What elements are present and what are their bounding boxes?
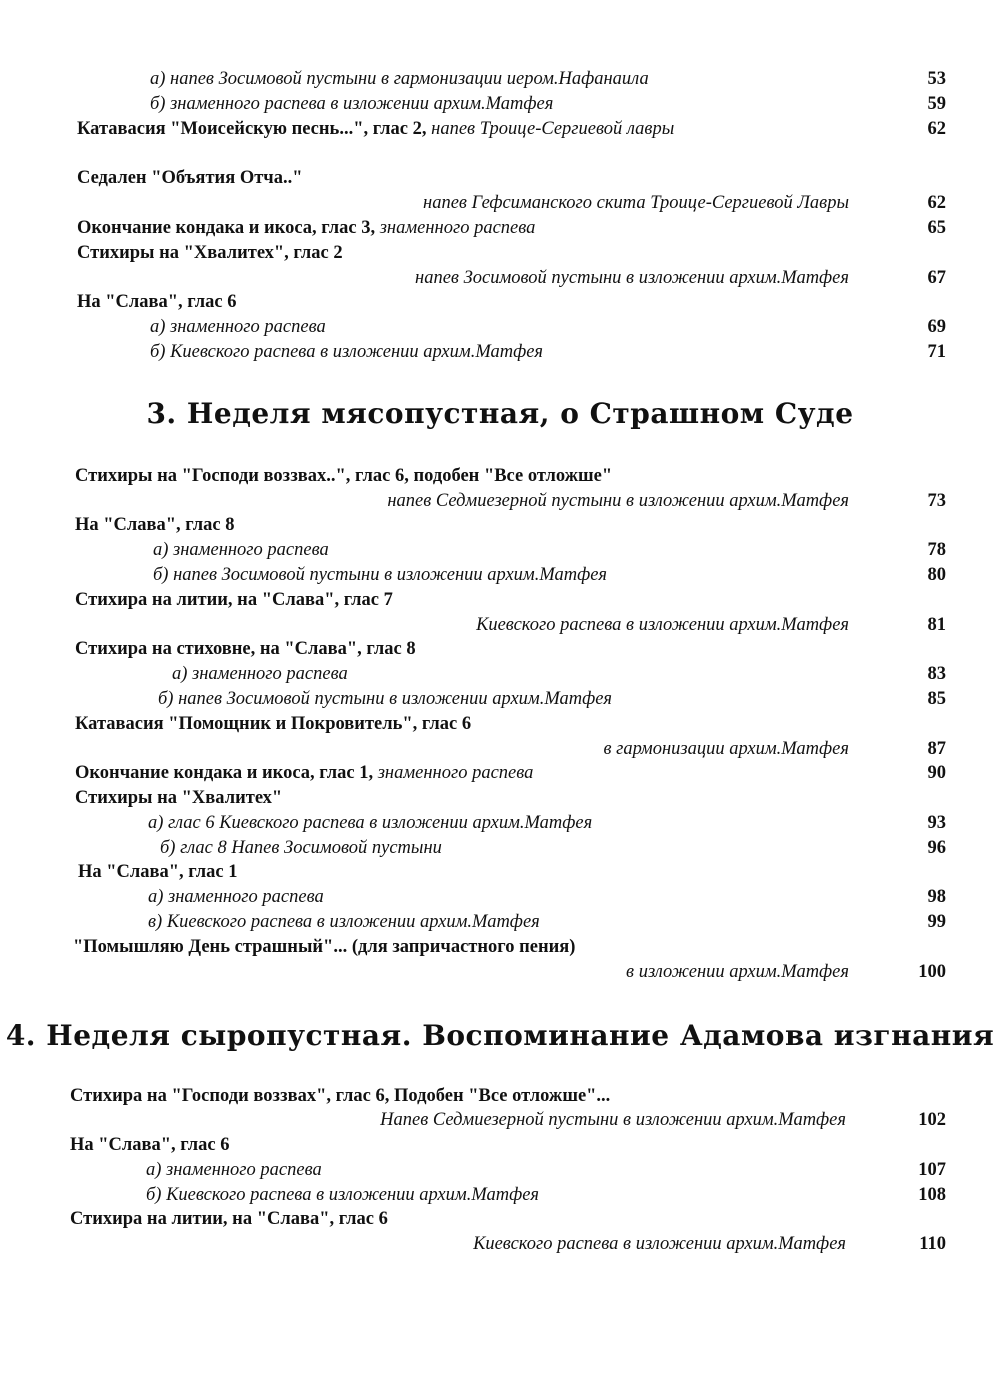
entry-title: в изложении архим.Матфея <box>626 962 849 982</box>
page-number: 67 <box>927 268 946 288</box>
toc-entry[interactable] <box>0 266 1000 290</box>
page-number: 108 <box>918 1185 946 1205</box>
entry-title: Стихира на литии, на "Слава", глас 7 <box>75 590 393 610</box>
toc-group-heading <box>0 1084 1000 1108</box>
toc-group-heading <box>0 935 1000 959</box>
entry-title: Стихиры на "Хвалитех", глас 2 <box>77 243 343 263</box>
toc-entry[interactable] <box>0 1108 1000 1132</box>
page-number: 78 <box>927 540 946 560</box>
page-number: 98 <box>927 887 946 907</box>
entry-title-italic: напев Троице-Сергиевой лавры <box>431 119 675 139</box>
entry-title: а) напев Зосимовой пустыни в гармонизации иером.Нафанаила <box>150 69 649 89</box>
page-number: 93 <box>927 813 946 833</box>
page-number: 96 <box>927 838 946 858</box>
page-number: 87 <box>927 739 946 759</box>
toc-group-heading <box>0 513 1000 537</box>
entry-title: На "Слава", глас 1 <box>78 862 238 882</box>
toc-group-heading <box>0 1133 1000 1157</box>
toc-entry[interactable] <box>0 315 1000 339</box>
toc-entry[interactable] <box>0 340 1000 364</box>
entry-title: б) знаменного распева в изложении архим.Матфея <box>150 94 554 114</box>
entry-title: в) Киевского распева в изложении архим.Матфея <box>148 912 540 932</box>
toc-group-heading <box>0 464 1000 488</box>
entry-title: Киевского распева в изложении архим.Матфея <box>473 1234 846 1254</box>
toc-entry[interactable] <box>0 1158 1000 1182</box>
toc-group-heading <box>0 786 1000 810</box>
entry-title: в гармонизации архим.Матфея <box>603 739 849 759</box>
entry-title: а) знаменного распева <box>172 664 348 684</box>
entry-title: напев Седмиезерной пустыни в изложении архим.Матфея <box>387 491 849 511</box>
toc-entry[interactable] <box>0 67 1000 91</box>
toc-group-heading <box>0 1207 1000 1231</box>
entry-title-italic: знаменного распева <box>377 763 534 783</box>
entry-title: "Помышляю День страшный"... (для запричастного пения) <box>73 937 576 957</box>
entry-title: На "Слава", глас 6 <box>77 292 237 312</box>
page-number: 65 <box>927 218 946 238</box>
page-number: 80 <box>927 565 946 585</box>
section-heading: 4. Неделя сыропустная. Воспоминание Адамова изгнания <box>5 1019 995 1052</box>
toc-entry[interactable] <box>0 92 1000 116</box>
toc-entry[interactable] <box>0 885 1000 909</box>
entry-title: а) знаменного распева <box>148 887 324 907</box>
toc-group-heading <box>0 712 1000 736</box>
toc-group-heading <box>0 166 1000 190</box>
entry-title: Стихиры на "Господи воззвах..", глас 6, подобен "Все отложше" <box>75 466 613 486</box>
entry-title: а) знаменного распева <box>146 1160 322 1180</box>
entry-title: напев Гефсиманского скита Троице-Сергиевой Лавры <box>423 193 849 213</box>
entry-title: Киевского распева в изложении архим.Матфея <box>476 615 849 635</box>
toc-entry[interactable] <box>0 662 1000 686</box>
toc-entry[interactable] <box>0 1232 1000 1256</box>
page-number: 53 <box>927 69 946 89</box>
entry-title: Стихира на литии, на "Слава", глас 6 <box>70 1209 388 1229</box>
page-number: 100 <box>918 962 946 982</box>
toc-group-heading <box>0 241 1000 265</box>
entry-title: б) глас 8 Напев Зосимовой пустыни <box>160 838 442 858</box>
page-number: 110 <box>919 1234 946 1254</box>
entry-title-italic: знаменного распева <box>379 218 536 238</box>
entry-title: Напев Седмиезерной пустыни в изложении архим.Матфея <box>380 1110 846 1130</box>
toc-entry[interactable] <box>0 687 1000 711</box>
page-number: 90 <box>927 763 946 783</box>
toc-entry[interactable] <box>0 216 1000 240</box>
entry-title: б) Киевского распева в изложении архим.Матфея <box>146 1185 540 1205</box>
entry-title: Седален "Объятия Отча.." <box>77 168 303 188</box>
entry-title-bold: Окончание кондака и икоса, глас 3, <box>77 218 380 238</box>
toc-entry[interactable] <box>0 117 1000 141</box>
toc-entry[interactable] <box>0 191 1000 215</box>
toc-entry[interactable] <box>0 737 1000 761</box>
page-number: 69 <box>927 317 946 337</box>
section-heading: 3. Неделя мясопустная, о Страшном Суде <box>146 397 854 430</box>
page-number: 99 <box>927 912 946 932</box>
toc-entry[interactable] <box>0 563 1000 587</box>
entry-title: Стихира на "Господи воззвах", глас 6, Подобен "Все отложше"... <box>70 1086 611 1106</box>
toc-entry[interactable] <box>0 613 1000 637</box>
page-number: 73 <box>927 491 946 511</box>
page-number: 107 <box>918 1160 946 1180</box>
entry-title: На "Слава", глас 8 <box>75 515 235 535</box>
page-number: 102 <box>918 1110 946 1130</box>
page-number: 71 <box>927 342 946 362</box>
entry-title-bold: Катавасия "Моисейскую песнь...", глас 2, <box>77 119 432 139</box>
entry-title: б) Киевского распева в изложении архим.Матфея <box>150 342 544 362</box>
page-number: 59 <box>927 94 946 114</box>
toc-entry[interactable] <box>0 960 1000 984</box>
entry-title: а) знаменного распева <box>150 317 326 337</box>
toc-entry[interactable] <box>0 836 1000 860</box>
toc-group-heading <box>0 637 1000 661</box>
entry-title <box>75 761 533 785</box>
page-number: 85 <box>927 689 946 709</box>
toc-group-heading <box>0 588 1000 612</box>
entry-title: а) глас 6 Киевского распева в изложении архим.Матфея <box>148 813 593 833</box>
toc-entry[interactable] <box>0 811 1000 835</box>
page-number: 81 <box>927 615 946 635</box>
entry-title <box>77 216 535 240</box>
entry-title: б) напев Зосимовой пустыни в изложении архим.Матфея <box>158 689 613 709</box>
entry-title: Стихиры на "Хвалитех" <box>75 788 283 808</box>
toc-entry[interactable] <box>0 538 1000 562</box>
entry-title: б) напев Зосимовой пустыни в изложении архим.Матфея <box>153 565 608 585</box>
entry-title-bold: Окончание кондака и икоса, глас 1, <box>75 763 378 783</box>
page-number: 62 <box>927 119 946 139</box>
entry-title: а) знаменного распева <box>153 540 329 560</box>
entry-title: Катавасия "Помощник и Покровитель", глас 6 <box>75 714 472 734</box>
toc-entry[interactable] <box>0 910 1000 934</box>
toc-group-heading <box>0 860 1000 884</box>
entry-title: Стихира на стиховне, на "Слава", глас 8 <box>75 639 416 659</box>
toc-entry[interactable] <box>0 489 1000 513</box>
toc-entry[interactable] <box>0 761 1000 785</box>
page-number: 83 <box>927 664 946 684</box>
page-number: 62 <box>927 193 946 213</box>
toc-entry[interactable] <box>0 1183 1000 1207</box>
toc-group-heading <box>0 290 1000 314</box>
entry-title: напев Зосимовой пустыни в изложении архим.Матфея <box>415 268 849 288</box>
entry-title: На "Слава", глас 6 <box>70 1135 230 1155</box>
entry-title <box>77 117 674 141</box>
